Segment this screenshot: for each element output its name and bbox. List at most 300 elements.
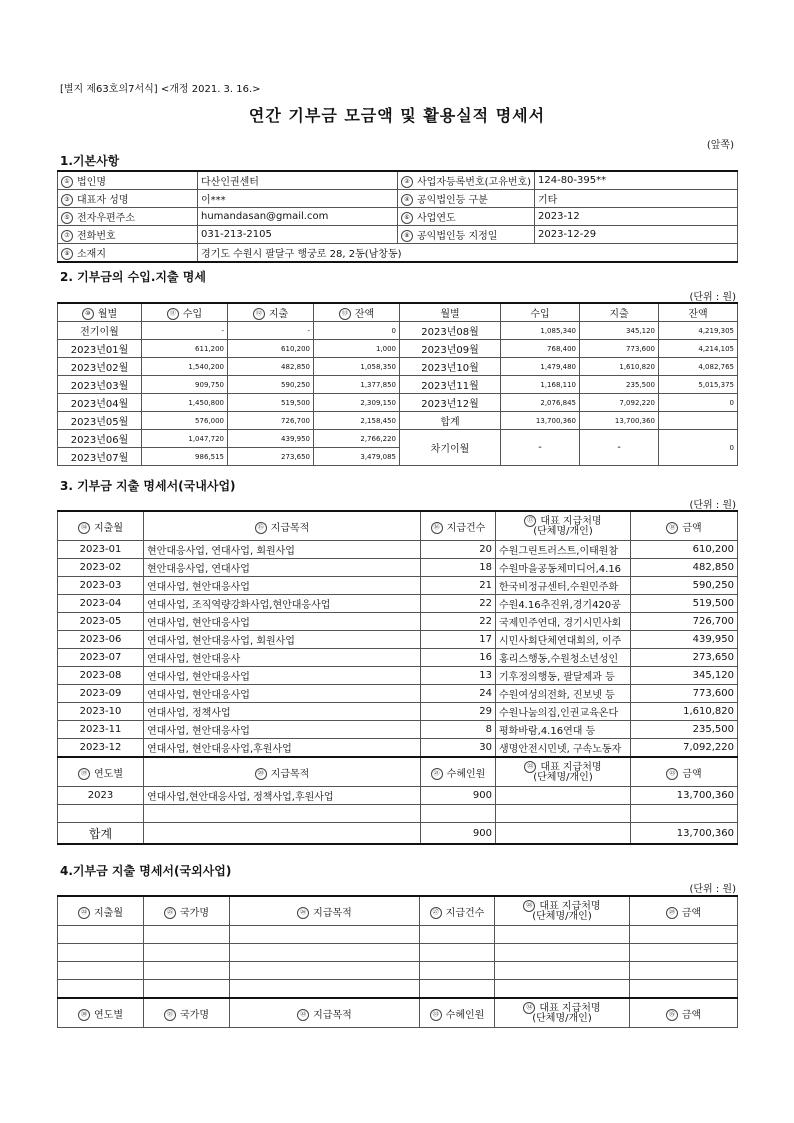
empty-cell bbox=[230, 944, 420, 962]
col-beneficiaries-label: 수혜인원 bbox=[446, 768, 486, 780]
col-recipient bbox=[496, 511, 631, 541]
total-label: 합계 bbox=[58, 823, 144, 845]
empty-cell bbox=[58, 944, 144, 962]
table-row bbox=[58, 667, 738, 685]
carry-balance: 0 bbox=[659, 430, 738, 466]
col-beneficiaries bbox=[421, 757, 496, 787]
table-row bbox=[58, 613, 738, 631]
balance-cell: 5,015,375 bbox=[659, 376, 738, 394]
table-row bbox=[58, 631, 738, 649]
purpose-cell: 연대사업,현안대응사업, 정책사업,후원사업 bbox=[144, 787, 421, 805]
field-label-label: 법인명 bbox=[77, 177, 106, 188]
recipient-cell: 기후정의행동, 팔달제과 등 bbox=[496, 667, 631, 685]
empty-cell bbox=[630, 962, 738, 980]
field-label-label: 대표자 성명 bbox=[77, 195, 129, 206]
field-label-label: 사업자등록번호(고유번호) bbox=[417, 177, 532, 188]
amount-cell: 13,700,360 bbox=[631, 787, 738, 805]
col-year-label: 연도별 bbox=[94, 768, 123, 780]
empty-cell bbox=[144, 944, 230, 962]
empty-cell bbox=[630, 980, 738, 999]
purpose-cell: 연대사업, 조직역량강화사업,현안대응사업 bbox=[144, 595, 421, 613]
table-row bbox=[58, 430, 738, 448]
field-value: 2023-12-29 bbox=[535, 226, 738, 244]
empty-cell bbox=[420, 926, 495, 944]
expense-cell: 773,600 bbox=[580, 340, 659, 358]
section3-title: 3. 기부금 지출 명세서(국내사업) bbox=[60, 479, 236, 493]
recipient-cell bbox=[496, 787, 631, 805]
table-header-row bbox=[58, 757, 738, 787]
front-label: (앞쪽) bbox=[706, 140, 734, 151]
total-purpose bbox=[144, 823, 421, 845]
month-cell: 2023-01 bbox=[58, 541, 144, 559]
circled-number: ① bbox=[61, 176, 73, 188]
carry-month: 차기이월 bbox=[400, 430, 501, 466]
balance-cell: 1,377,850 bbox=[314, 376, 400, 394]
month-cell: 2023년01월 bbox=[58, 340, 142, 358]
field-label bbox=[398, 190, 535, 208]
income-cell: 576,000 bbox=[142, 412, 228, 430]
field-label-label: 공익법인등 구분 bbox=[417, 195, 488, 206]
recipient-cell: 국제민주연대, 경기시민사회 bbox=[496, 613, 631, 631]
recipient-cell: 수원4.16추진위,경기420공 bbox=[496, 595, 631, 613]
month-cell: 2023-12 bbox=[58, 739, 144, 758]
empty-row bbox=[58, 962, 738, 980]
circled-number: ⑤ bbox=[61, 212, 73, 224]
col-income-label: 수입 bbox=[182, 309, 203, 320]
circled-number: ⑭ bbox=[78, 522, 90, 534]
expense-cell: 273,650 bbox=[228, 448, 314, 466]
table-header-row bbox=[58, 998, 738, 1028]
month-cell: 2023년12월 bbox=[400, 394, 501, 412]
income-cell: 1,540,200 bbox=[142, 358, 228, 376]
balance-cell: 1,058,350 bbox=[314, 358, 400, 376]
circled-number: ㉔ bbox=[78, 907, 90, 919]
month-cell: 2023년09월 bbox=[400, 340, 501, 358]
page-title: 연간 기부금 모금액 및 활용실적 명세서 bbox=[248, 106, 546, 125]
overseas-expense-table bbox=[57, 895, 738, 1028]
col-year bbox=[58, 757, 144, 787]
amount-cell: 439,950 bbox=[631, 631, 738, 649]
month-cell: 2023년07월 bbox=[58, 448, 142, 466]
expense-cell: 1,610,820 bbox=[580, 358, 659, 376]
col-month-2-label: 월별 bbox=[440, 309, 460, 320]
circled-number: ⑦ bbox=[61, 230, 73, 242]
circled-number: ㉙ bbox=[666, 907, 678, 919]
section4-unit: (단위 : 원) bbox=[689, 884, 736, 895]
basic-info-row bbox=[58, 208, 738, 226]
field-label-label: 소재지 bbox=[77, 249, 106, 260]
field-label bbox=[58, 171, 198, 190]
balance-cell: 2,766,220 bbox=[314, 430, 400, 448]
circled-number: ㉑ bbox=[431, 768, 443, 780]
col-balance-2-label: 잔액 bbox=[688, 309, 708, 320]
carry-income: - bbox=[501, 430, 580, 466]
field-value: 2023-12 bbox=[535, 208, 738, 226]
income-cell: 13,700,360 bbox=[501, 412, 580, 430]
empty-cell bbox=[630, 926, 738, 944]
table-row bbox=[58, 721, 738, 739]
empty-cell bbox=[144, 926, 230, 944]
table-header-row bbox=[58, 511, 738, 541]
empty-cell bbox=[230, 926, 420, 944]
col-purpose bbox=[144, 511, 421, 541]
basic-info-row bbox=[58, 190, 738, 208]
amount-cell: 1,610,820 bbox=[631, 703, 738, 721]
month-cell: 2023-03 bbox=[58, 577, 144, 595]
balance-cell: 2,309,150 bbox=[314, 394, 400, 412]
expense-cell: 590,250 bbox=[228, 376, 314, 394]
address-value: 경기도 수원시 팔달구 행궁로 28, 2동(남창동) bbox=[198, 244, 738, 263]
income-cell: 1,047,720 bbox=[142, 430, 228, 448]
count-cell: 17 bbox=[421, 631, 496, 649]
empty-cell bbox=[144, 962, 230, 980]
col-expense bbox=[228, 303, 314, 322]
empty-cell bbox=[495, 926, 630, 944]
basic-info-table bbox=[57, 170, 738, 263]
col-recipient-label: 대표 지급처명 bbox=[540, 762, 602, 773]
month-cell: 2023년10월 bbox=[400, 358, 501, 376]
empty-cell bbox=[230, 962, 420, 980]
purpose-cell: 연대사업, 현안대응사업,후원사업 bbox=[144, 739, 421, 758]
field-label bbox=[58, 190, 198, 208]
col-balance-2 bbox=[659, 303, 738, 322]
expense-cell: 439,950 bbox=[228, 430, 314, 448]
col-recipient-wrap bbox=[498, 1002, 626, 1024]
field-value: 031-213-2105 bbox=[198, 226, 398, 244]
col-count bbox=[420, 896, 495, 926]
recipient-cell: 수원마을공동체미디어,4.16 bbox=[496, 559, 631, 577]
year-row bbox=[58, 787, 738, 805]
form-id: [별지 제63호의7서식] <개정 2021. 3. 16.> bbox=[60, 84, 261, 95]
blank-cell bbox=[496, 805, 631, 823]
basic-info-row bbox=[58, 226, 738, 244]
amount-cell: 590,250 bbox=[631, 577, 738, 595]
empty-cell bbox=[630, 944, 738, 962]
field-label-label: 공익법인등 지정일 bbox=[417, 231, 498, 242]
balance-cell: 4,219,305 bbox=[659, 322, 738, 340]
balance-cell: 0 bbox=[659, 394, 738, 412]
section1-title: 1.기본사항 bbox=[60, 154, 120, 168]
col-country bbox=[144, 896, 230, 926]
col-month bbox=[58, 511, 144, 541]
col-recipient-sub: (단체명/개인) bbox=[533, 772, 593, 783]
count-cell: 16 bbox=[421, 649, 496, 667]
circled-number: ③ bbox=[61, 194, 73, 206]
col-count bbox=[420, 998, 495, 1028]
month-cell: 전기이월 bbox=[58, 322, 142, 340]
amount-cell: 519,500 bbox=[631, 595, 738, 613]
section2-title: 2. 기부금의 수입.지출 명세 bbox=[60, 270, 206, 284]
table-row bbox=[58, 685, 738, 703]
month-cell: 2023년06월 bbox=[58, 430, 142, 448]
count-cell: 21 bbox=[421, 577, 496, 595]
col-amount bbox=[630, 998, 738, 1028]
income-cell: 1,479,480 bbox=[501, 358, 580, 376]
field-label bbox=[58, 208, 198, 226]
count-cell: 29 bbox=[421, 703, 496, 721]
col-country-label: 국가명 bbox=[180, 907, 209, 919]
col-amount-label: 금액 bbox=[682, 768, 702, 780]
table-row bbox=[58, 358, 738, 376]
col-recipient-wrap bbox=[499, 761, 627, 783]
amount-cell: 726,700 bbox=[631, 613, 738, 631]
col-recipient bbox=[495, 896, 630, 926]
balance-cell: 2,158,450 bbox=[314, 412, 400, 430]
month-cell: 2023-05 bbox=[58, 613, 144, 631]
count-cell: 8 bbox=[421, 721, 496, 739]
col-balance bbox=[314, 303, 400, 322]
field-value: 124-80-395** bbox=[535, 171, 738, 190]
circled-number: ⑯ bbox=[431, 522, 443, 534]
count-cell: 20 bbox=[421, 541, 496, 559]
col-purpose-label: 지급목적 bbox=[270, 522, 310, 534]
purpose-cell: 연대사업, 현안대응사업 bbox=[144, 667, 421, 685]
empty-cell bbox=[420, 980, 495, 999]
circled-number: ⑮ bbox=[255, 522, 267, 534]
col-expense-2 bbox=[580, 303, 659, 322]
expense-cell: 345,120 bbox=[580, 322, 659, 340]
circled-number: ㉞ bbox=[523, 1002, 535, 1014]
balance-cell: 4,214,105 bbox=[659, 340, 738, 358]
circled-number: ④ bbox=[401, 194, 413, 206]
table-row bbox=[58, 703, 738, 721]
field-label-label: 사업연도 bbox=[417, 213, 456, 224]
circled-number: ㉗ bbox=[430, 907, 442, 919]
expense-cell: 610,200 bbox=[228, 340, 314, 358]
section2-unit: (단위 : 원) bbox=[689, 292, 736, 303]
col-recipient-label: 대표 지급처명 bbox=[540, 516, 602, 527]
expense-cell: 235,500 bbox=[580, 376, 659, 394]
col-month-label: 지출월 bbox=[94, 522, 123, 534]
empty-row bbox=[58, 980, 738, 999]
col-count-label: 지급건수 bbox=[445, 907, 485, 919]
empty-cell bbox=[495, 944, 630, 962]
amount-cell: 7,092,220 bbox=[631, 739, 738, 758]
circled-number: ⑳ bbox=[255, 768, 267, 780]
circled-number: ㉘ bbox=[523, 900, 535, 912]
purpose-cell: 현안대응사업, 연대사업, 회원사업 bbox=[144, 541, 421, 559]
col-country-label: 국가명 bbox=[180, 1009, 209, 1021]
empty-cell bbox=[58, 962, 144, 980]
section3-unit: (단위 : 원) bbox=[689, 500, 736, 511]
circled-number: ⑬ bbox=[339, 308, 351, 320]
total-row bbox=[58, 823, 738, 845]
circled-number: ⑫ bbox=[253, 308, 265, 320]
blank-row bbox=[58, 805, 738, 823]
col-recipient-sub: (단체명/개인) bbox=[533, 526, 593, 537]
circled-number: ㉛ bbox=[164, 1009, 176, 1021]
empty-cell bbox=[420, 962, 495, 980]
circled-number: ⑧ bbox=[401, 230, 413, 242]
amount-cell: 235,500 bbox=[631, 721, 738, 739]
table-row bbox=[58, 322, 738, 340]
field-label bbox=[58, 226, 198, 244]
field-value: 이*** bbox=[198, 190, 398, 208]
circled-number: ㉝ bbox=[430, 1009, 442, 1021]
circled-number: ㉓ bbox=[666, 768, 678, 780]
month-cell: 2023-04 bbox=[58, 595, 144, 613]
total-amount: 13,700,360 bbox=[631, 823, 738, 845]
circled-number: ㉕ bbox=[164, 907, 176, 919]
balance-cell: 0 bbox=[314, 322, 400, 340]
col-income-2-label: 수입 bbox=[530, 309, 550, 320]
circled-number: ⑥ bbox=[401, 212, 413, 224]
empty-cell bbox=[58, 980, 144, 999]
circled-number: ⑩ bbox=[82, 308, 94, 320]
col-income-2 bbox=[501, 303, 580, 322]
amount-cell: 610,200 bbox=[631, 541, 738, 559]
amount-cell: 345,120 bbox=[631, 667, 738, 685]
purpose-cell: 연대사업, 현안대응사업, 회원사업 bbox=[144, 631, 421, 649]
beneficiaries-cell: 900 bbox=[421, 787, 496, 805]
month-cell: 2023년02월 bbox=[58, 358, 142, 376]
col-month-label: 월별 bbox=[97, 309, 118, 320]
table-row bbox=[58, 739, 738, 758]
circled-number: ⑲ bbox=[78, 768, 90, 780]
month-cell: 2023-02 bbox=[58, 559, 144, 577]
col-recipient-sub: (단체명/개인) bbox=[532, 911, 592, 922]
amount-cell: 482,850 bbox=[631, 559, 738, 577]
empty-row bbox=[58, 926, 738, 944]
carry-expense: - bbox=[580, 430, 659, 466]
empty-cell bbox=[230, 980, 420, 999]
field-label bbox=[398, 226, 535, 244]
col-count-label: 수혜인원 bbox=[445, 1009, 485, 1021]
col-purpose-label: 지급목적 bbox=[270, 768, 310, 780]
purpose-cell: 연대사업, 현안대응사업 bbox=[144, 685, 421, 703]
col-amount-label: 금액 bbox=[682, 522, 702, 534]
col-expense-2-label: 지출 bbox=[609, 309, 629, 320]
purpose-cell: 연대사업, 현안대응사업 bbox=[144, 721, 421, 739]
balance-cell bbox=[659, 412, 738, 430]
col-purpose bbox=[230, 998, 420, 1028]
income-expense-table bbox=[57, 302, 738, 466]
month-cell: 2023-07 bbox=[58, 649, 144, 667]
income-cell: 611,200 bbox=[142, 340, 228, 358]
blank-cell bbox=[144, 805, 421, 823]
recipient-cell: 생명안전시민넷, 구속노동자 bbox=[496, 739, 631, 758]
col-expense-label: 지출 bbox=[268, 309, 289, 320]
table-row bbox=[58, 340, 738, 358]
purpose-cell: 연대사업, 정책사업 bbox=[144, 703, 421, 721]
recipient-cell: 수원나눔의집,인권교육온다 bbox=[496, 703, 631, 721]
income-cell: 1,450,800 bbox=[142, 394, 228, 412]
field-label-label: 전화번호 bbox=[77, 231, 116, 242]
table-row bbox=[58, 394, 738, 412]
circled-number: ⑪ bbox=[167, 308, 179, 320]
circled-number: ㉚ bbox=[78, 1009, 90, 1021]
col-amount bbox=[631, 511, 738, 541]
purpose-cell: 현안대응사업, 연대사업 bbox=[144, 559, 421, 577]
domestic-expense-table bbox=[57, 510, 738, 845]
empty-row bbox=[58, 944, 738, 962]
balance-cell: 4,082,765 bbox=[659, 358, 738, 376]
count-cell: 13 bbox=[421, 667, 496, 685]
table-row bbox=[58, 376, 738, 394]
field-value: humandasan@gmail.com bbox=[198, 208, 398, 226]
blank-cell bbox=[421, 805, 496, 823]
income-cell: - bbox=[142, 322, 228, 340]
year-cell: 2023 bbox=[58, 787, 144, 805]
expense-cell: 7,092,220 bbox=[580, 394, 659, 412]
month-cell: 2023년04월 bbox=[58, 394, 142, 412]
col-month bbox=[58, 303, 142, 322]
col-month-2 bbox=[400, 303, 501, 322]
col-month-label: 연도별 bbox=[94, 1009, 123, 1021]
purpose-cell: 연대사업, 현안대응사업 bbox=[144, 577, 421, 595]
table-header-row bbox=[58, 896, 738, 926]
table-row bbox=[58, 541, 738, 559]
balance-cell: 3,479,085 bbox=[314, 448, 400, 466]
table-row bbox=[58, 559, 738, 577]
circled-number: ⑨ bbox=[61, 248, 73, 260]
col-recipient bbox=[495, 998, 630, 1028]
month-cell: 2023-08 bbox=[58, 667, 144, 685]
recipient-cell: 수원그린트러스트,이태원참 bbox=[496, 541, 631, 559]
blank-cell bbox=[58, 805, 144, 823]
table-row bbox=[58, 412, 738, 430]
total-recipient bbox=[496, 823, 631, 845]
recipient-cell: 홍리스행동,수원청소년성인 bbox=[496, 649, 631, 667]
purpose-cell: 연대사업, 현안대응사 bbox=[144, 649, 421, 667]
income-cell: 1,085,340 bbox=[501, 322, 580, 340]
purpose-cell: 연대사업, 현안대응사업 bbox=[144, 613, 421, 631]
balance-cell: 1,000 bbox=[314, 340, 400, 358]
count-cell: 22 bbox=[421, 595, 496, 613]
income-cell: 1,168,110 bbox=[501, 376, 580, 394]
count-cell: 18 bbox=[421, 559, 496, 577]
month-cell: 합계 bbox=[400, 412, 501, 430]
col-month-label: 지출월 bbox=[94, 907, 123, 919]
income-cell: 986,515 bbox=[142, 448, 228, 466]
recipient-cell: 시민사회단체연대회의, 이주 bbox=[496, 631, 631, 649]
field-value: 기타 bbox=[535, 190, 738, 208]
table-row bbox=[58, 649, 738, 667]
count-cell: 30 bbox=[421, 739, 496, 758]
month-cell: 2023-11 bbox=[58, 721, 144, 739]
col-income bbox=[142, 303, 228, 322]
col-month bbox=[58, 998, 144, 1028]
month-cell: 2023년08월 bbox=[400, 322, 501, 340]
expense-cell: 482,850 bbox=[228, 358, 314, 376]
col-amount-label: 금액 bbox=[681, 907, 702, 919]
field-label bbox=[398, 208, 535, 226]
field-value: 다산인권센터 bbox=[198, 171, 398, 190]
blank-cell bbox=[631, 805, 738, 823]
col-month bbox=[58, 896, 144, 926]
income-cell: 768,400 bbox=[501, 340, 580, 358]
count-cell: 24 bbox=[421, 685, 496, 703]
empty-cell bbox=[420, 944, 495, 962]
circled-number: ② bbox=[401, 176, 413, 188]
col-purpose-label: 지급목적 bbox=[313, 907, 352, 919]
basic-info-row bbox=[58, 244, 738, 263]
col-recipient-sub: (단체명/개인) bbox=[532, 1013, 592, 1024]
circled-number: ㉟ bbox=[666, 1009, 678, 1021]
col-recipient-wrap bbox=[499, 515, 627, 537]
table-header-row bbox=[58, 303, 738, 322]
expense-cell: - bbox=[228, 322, 314, 340]
table-row bbox=[58, 595, 738, 613]
col-recipient bbox=[496, 757, 631, 787]
recipient-cell: 한국비정규센터,수원민주화 bbox=[496, 577, 631, 595]
empty-cell bbox=[144, 980, 230, 999]
field-label bbox=[58, 244, 198, 263]
col-purpose bbox=[144, 757, 421, 787]
col-country bbox=[144, 998, 230, 1028]
col-recipient-label: 대표 지급처명 bbox=[539, 1003, 601, 1014]
recipient-cell: 수원여성의전화, 진보넷 등 bbox=[496, 685, 631, 703]
